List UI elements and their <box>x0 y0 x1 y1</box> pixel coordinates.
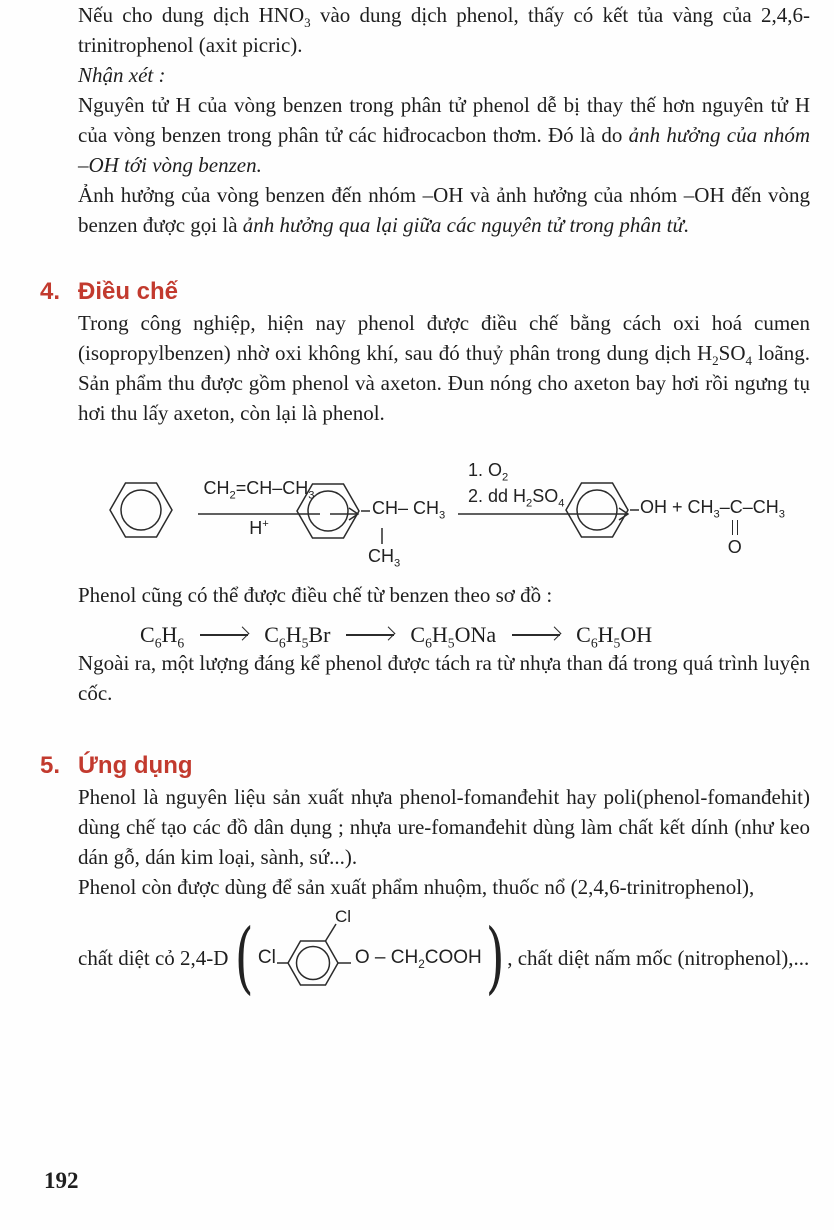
text-run: OH <box>620 622 653 647</box>
section-title: Điều chế <box>78 278 179 305</box>
benzene-ring <box>110 483 172 537</box>
text-run: –CH <box>742 497 779 517</box>
subscript: 2 <box>502 471 509 484</box>
text-run: COOH <box>424 947 482 968</box>
text-run: C <box>729 497 743 517</box>
text-run: C <box>264 622 279 647</box>
text-run: CH– CH <box>372 498 440 518</box>
text-run: Nếu cho dung dịch HNO <box>78 3 305 27</box>
aromatic-circle <box>121 490 161 530</box>
section-4-heading <box>40 276 810 308</box>
carbonyl-oxygen: O <box>727 537 742 557</box>
benzene-ring <box>566 483 628 537</box>
benzene-to-phenol-scheme <box>140 622 810 651</box>
page-number: 192 <box>44 1168 79 1193</box>
subscript: 2 <box>526 497 533 510</box>
dichlorophenyl-ring <box>277 906 353 1010</box>
text-run: CH <box>203 478 230 498</box>
text-run: Ảnh hưởng của vòng benzen đến nhóm –OH và ảnh hưởng của nhóm –OH đến vòng benzen được gọi là <box>78 183 810 237</box>
products-label <box>640 497 785 557</box>
text-run <box>742 497 785 521</box>
subscript: 3 <box>304 15 311 31</box>
italic-run: ảnh hưởng của nhóm –OH tới vòng benzen. <box>78 123 810 177</box>
chlorine-top-label: Cl <box>334 907 351 926</box>
paragraph-mutual-influence <box>78 180 810 240</box>
cumene-oxidation-diagram <box>78 448 810 580</box>
herbicide-24d-line <box>78 906 810 1010</box>
chlorine-left-label: Cl <box>257 947 276 968</box>
subscript: 3 <box>439 509 446 522</box>
subscript: 4 <box>558 497 565 510</box>
text-run: C <box>410 622 426 647</box>
subscript: 5 <box>301 635 309 651</box>
formula-bromobenzene <box>264 622 331 651</box>
text-run: C <box>140 622 155 647</box>
formula-benzene <box>140 622 185 651</box>
text-run: H <box>249 518 263 538</box>
text-run: SO <box>718 341 746 365</box>
paragraph-nitration <box>78 0 810 60</box>
text-run: Nguyên tử H của vòng benzen trong phân tử phenol dễ bị thay thế hơn nguyên tử H của vòng benzen trong phân tử các hiđrocacbon thơm. Đó là do <box>78 93 810 147</box>
subscript: 5 <box>613 635 621 651</box>
text-run: ONa <box>454 622 497 647</box>
cumene-side-chain <box>372 498 446 522</box>
text-run: loãng. Sản phẩm thu được gồm phenol và axeton. Đun nóng cho axeton bay hơi rồi ngưng tụ hơi thu lấy axeton, còn lại là phenol. <box>78 341 811 425</box>
text-run: chất diệt cỏ 2,4-D <box>78 945 229 970</box>
superscript: + <box>262 518 269 530</box>
reaction-arrow <box>346 634 394 636</box>
text-run <box>640 497 730 521</box>
formula-sodium-phenolate <box>410 622 497 651</box>
paragraph-applications: Phenol là nguyên liệu sản xuất nhựa phenol-fomanđehit hay poli(phenol-fomanđehit) dùng chế tạo các đồ dân dụng ; nhựa ure-fomanđehit dùng làm chất kết dính (như keo dán gỗ, dán kim loại, sành, sứ...). <box>78 785 810 869</box>
paragraph-scheme-intro: Phenol cũng có thể được điều chế từ benzen theo sơ đồ : <box>78 583 553 607</box>
subscript: 3 <box>394 557 401 570</box>
reaction-arrow <box>512 634 560 636</box>
phenoxyacetic-chain-label <box>355 947 482 969</box>
subscript: 5 <box>447 635 455 651</box>
subscript: 2 <box>229 489 236 502</box>
paragraph-industrial-production <box>78 308 810 428</box>
paragraph-dyes-explosives: Phenol còn được dùng để sản xuất phẩm nhuộm, thuốc nổ (2,4,6-trinitrophenol), <box>78 875 755 899</box>
paragraph-coal-tar: Ngoài ra, một lượng đáng kể phenol được tách ra từ nhựa than đá trong quá trình luyện cốc. <box>78 651 810 705</box>
text-run: 1. O <box>468 460 503 480</box>
subscript: 6 <box>425 635 432 651</box>
section-5-heading <box>40 750 810 782</box>
propene-label <box>196 478 322 502</box>
text-run: Trong công nghiệp, hiện nay phenol được điều chế bằng cách oxi hoá cumen (isopropylbenzen) nhờ oxi không khí, sau đó thuỷ phân trong dung dịch H <box>78 311 810 365</box>
condition-oxygen <box>468 460 509 484</box>
text-run: SO <box>532 486 559 506</box>
subscript: 4 <box>745 353 753 369</box>
text-run: 2. dd H <box>468 486 527 506</box>
subscript: 3 <box>308 489 315 502</box>
condition-sulfuric-acid <box>468 486 565 510</box>
open-paren: ( <box>235 912 255 1003</box>
text-run: OH + CH <box>640 497 714 517</box>
carbonyl-carbon <box>727 497 743 557</box>
italic-run: ảnh hưởng qua lại giữa các nguyên tử trong phân tử. <box>242 213 690 237</box>
acid-catalyst-label <box>196 518 322 539</box>
aromatic-circle <box>296 947 329 980</box>
subscript: 6 <box>154 635 162 651</box>
benzene-ring <box>288 941 338 985</box>
subscript: 6 <box>590 635 598 651</box>
subscript: 3 <box>778 508 785 521</box>
section-title: Ứng dụng <box>78 752 193 779</box>
text-run: H <box>161 622 178 647</box>
text-run: O – CH <box>354 947 419 968</box>
text-run: – <box>719 497 730 517</box>
text-run: H <box>431 622 448 647</box>
double-bond <box>732 520 738 535</box>
bond <box>325 924 336 941</box>
aromatic-circle <box>577 490 617 530</box>
subscript: 2 <box>712 353 719 369</box>
subscript: 6 <box>177 635 185 651</box>
subscript: 3 <box>713 508 720 521</box>
text-run: H <box>597 622 614 647</box>
text-run: H <box>285 622 302 647</box>
text-run: =CH–CH <box>235 478 309 498</box>
text-run: , chất diệt nấm mốc (nitrophenol),... <box>507 945 810 970</box>
close-paren: ) <box>485 912 505 1003</box>
formula-phenol <box>576 622 653 651</box>
subscript: 6 <box>278 635 286 651</box>
subscript: 2 <box>418 957 425 971</box>
page-content <box>40 0 811 1010</box>
note-label: Nhận xét : <box>78 63 166 87</box>
text-run: vào dung dịch phenol, thấy có kết tủa vàng của 2,4,6-trinitrophenol (axit picric). <box>78 3 810 57</box>
text-run: Br <box>308 622 331 647</box>
section-number: 5. <box>40 752 61 779</box>
paragraph-observation <box>78 90 810 180</box>
cumene-methyl-below <box>368 546 401 570</box>
text-run: C <box>576 622 591 647</box>
section-number: 4. <box>40 278 61 305</box>
text-run: CH <box>368 546 394 566</box>
reaction-arrow <box>200 634 248 636</box>
